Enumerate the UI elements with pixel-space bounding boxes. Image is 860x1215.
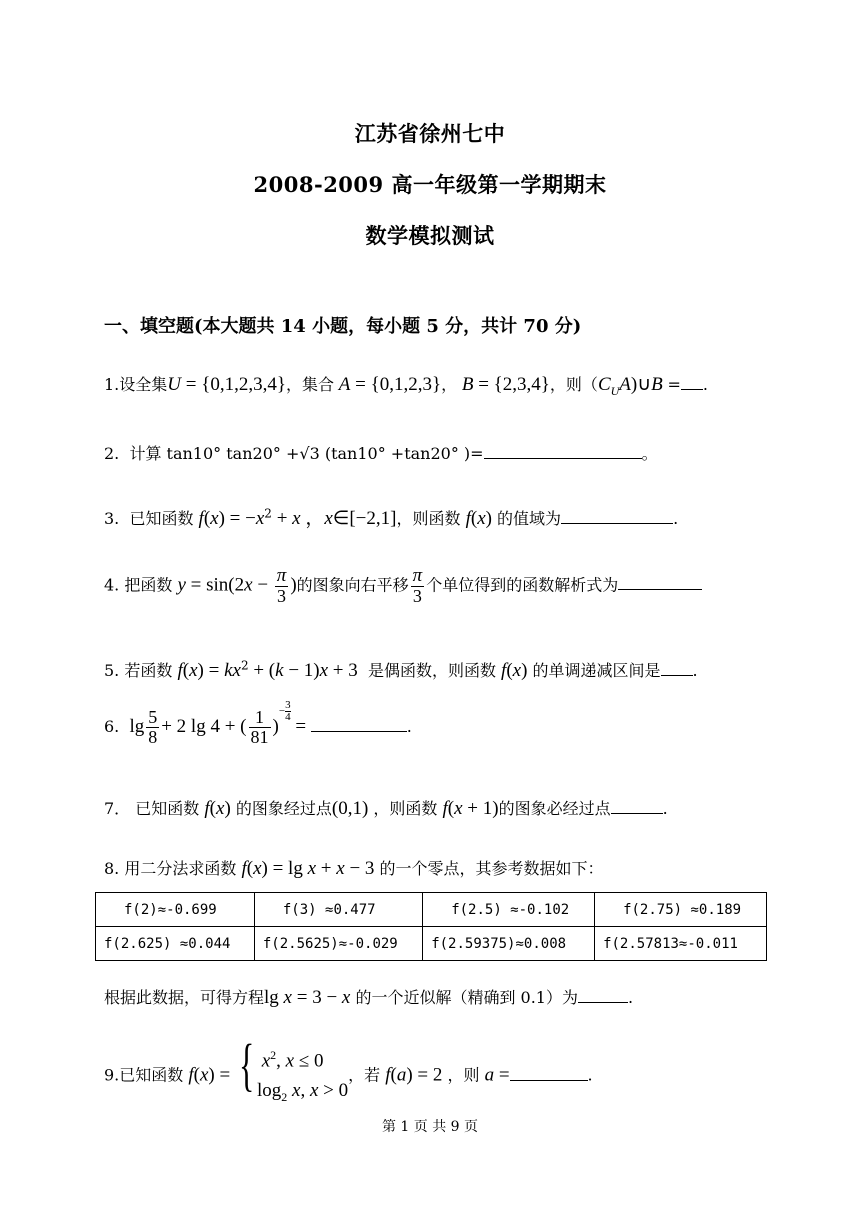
question-9: 9.已知函数 f(x) = { $x^2$, x ≤ 0 $\log_2 x$, x > 0 ，若 f(a) = 2 ，则 a = .	[104, 1040, 593, 1112]
question-2: 2. 计算 tan10° tan20° +√3 (tan10° +tan20° )= 。	[104, 444, 658, 463]
table-cell: f(3) ≈0.477	[254, 893, 422, 927]
subject-title: 数学模拟测试	[365, 223, 495, 248]
question-8: 8. 用二分法求函数 f(x) = lg x + x − 3 的一个零点，其参考数据如下：	[104, 858, 604, 879]
table-cell: f(2)≈-0.699	[96, 893, 255, 927]
exam-title: 2008-2009 高一年级第一学期期末	[253, 172, 607, 197]
page-footer: 第 1 页 共 9 页	[381, 1119, 479, 1135]
piecewise-definition: { $x^2$, x ≤ 0 $\log_2 x$, x > 0	[238, 1032, 349, 1105]
table-cell: f(2.75) ≈0.189	[595, 893, 767, 927]
answer-blank-5[interactable]	[661, 661, 693, 676]
table-cell: f(2.5625)≈-0.029	[254, 927, 422, 961]
school-title: 江苏省徐州七中	[354, 121, 506, 146]
section-heading: 一、填空题(本大题共 14 小题，每小题 5 分，共计 70 分)	[104, 316, 582, 337]
answer-blank-9[interactable]	[510, 1066, 588, 1081]
answer-blank-2[interactable]	[484, 444, 642, 459]
answer-blank-4[interactable]	[618, 575, 702, 590]
bisection-data-table	[95, 892, 767, 961]
table-cell: f(2.59375)≈0.008	[423, 927, 595, 961]
answer-blank-8[interactable]	[578, 988, 628, 1003]
table-row	[96, 893, 767, 927]
question-1: 1.设全集U = {0,1,2,3,4}，集合 A = {0,1,2,3}， B = {2,3,4}，则$(C_UA)\cup B$ = .	[104, 374, 708, 398]
question-4: 4. 把函数 y = sin(2x − $\frac{\pi}{3}$ )的图象向右平移 $\frac{\pi}{3}$ 个单位得到的函数解析式为	[104, 566, 702, 606]
question-5: 5. 若函数 $f(x) = kx^2 + (k - 1)x + 3$ 是偶函数，则函数 f(x) 的单调递减区间是 .	[104, 658, 698, 681]
question-8-followup: 根据此数据，可得方程lg x = 3 − x 的一个近似解（精确到 0.1）为 .	[104, 987, 634, 1008]
question-3: 3. 已知函数 $f(x) = -x^2 + x$ ，x∈[−2,1]，则函数 f(x) 的值域为 .	[104, 506, 679, 529]
question-6: 6. lg $\frac{5}{8}$ + 2 lg 4 + ( $\frac{1}{81}$ )$^{- \frac{3}{4}}$ = .	[104, 698, 412, 747]
table-cell: f(2.625) ≈0.044	[96, 927, 255, 961]
answer-blank-6[interactable]	[311, 717, 407, 732]
answer-blank-1[interactable]	[681, 375, 703, 390]
question-7: 7． 已知函数 f(x) 的图象经过点(0,1) ，则函数 f(x + 1)的图象必经过点 .	[104, 798, 668, 819]
table-row	[96, 927, 767, 961]
table-cell: f(2.57813≈-0.011	[595, 927, 767, 961]
table-cell: f(2.5) ≈-0.102	[423, 893, 595, 927]
answer-blank-7[interactable]	[611, 799, 663, 814]
answer-blank-3[interactable]	[561, 509, 673, 524]
